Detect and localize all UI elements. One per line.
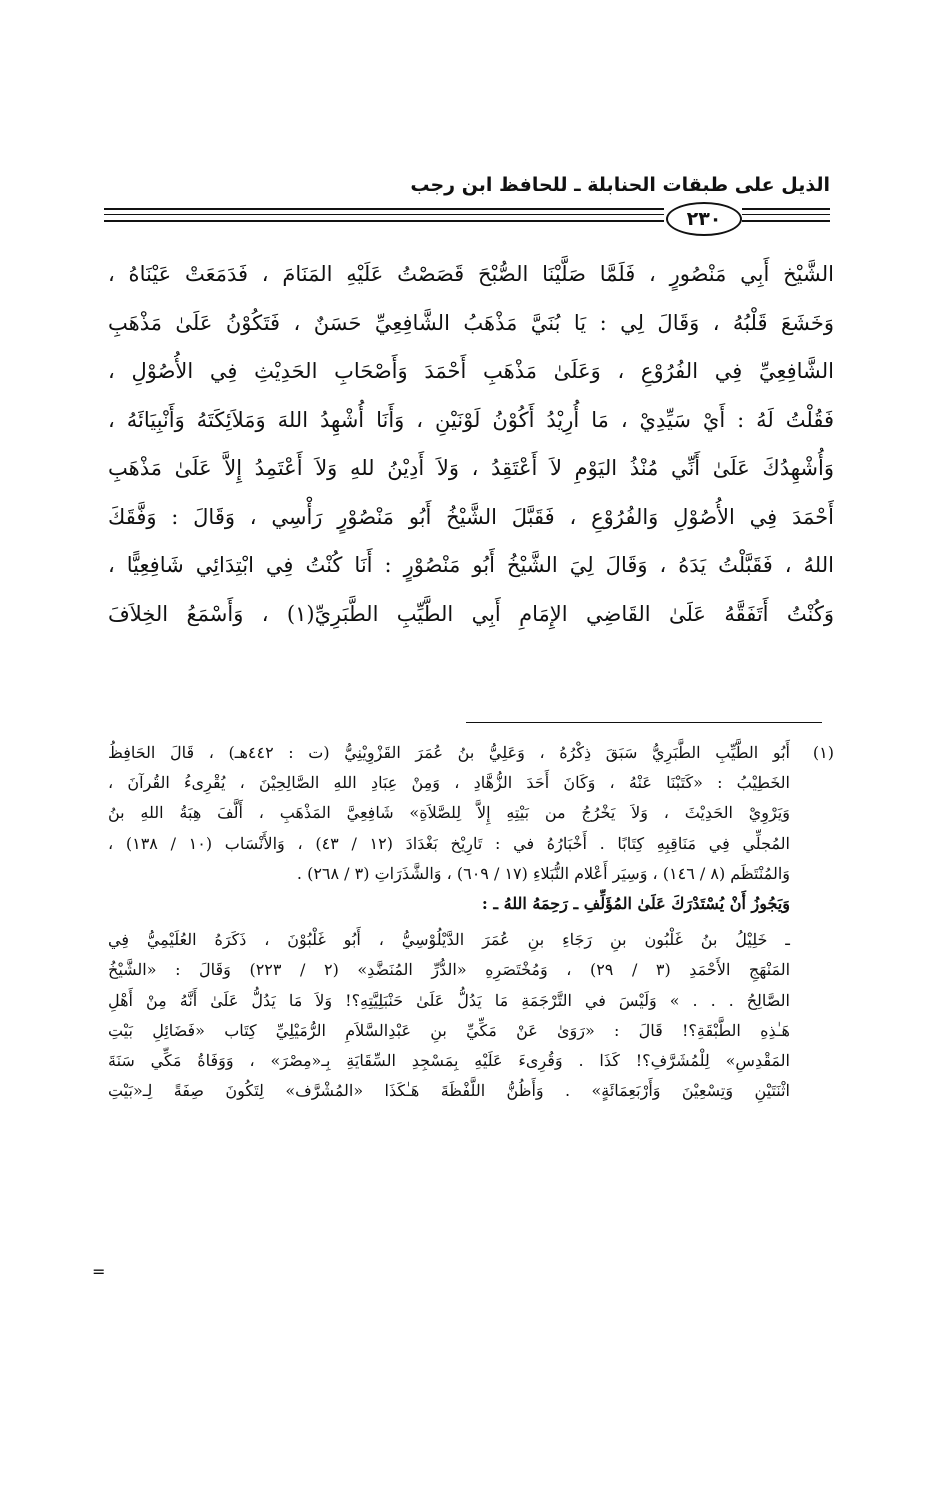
- addendum-line: هَـٰذِهِ الطَّبْقَةِ؟! قَالَ : «رَوَىٰ عَنْ مَكِّيِّ بنِ عَبْدِالسَّلاَمِ الرُّمَيْلِيِّ كِتَاب «فَضَائِلِ بَيْتِ: [108, 1020, 790, 1040]
- footnote-line: وَالمُنْتَظَم (٨ / ١٤٦) ، وَسِيَر أَعْلام النُّبَلاءِ (١٧ / ٦٠٩) ، وَالشَّذَرَاتِ (٣ / ٢٦٨) .: [296, 863, 790, 883]
- addendum-line: الصَّالِحُ . . . » وَلَيْسَ في التَّرْجَمَةِ مَا يَدُلُّ عَلَىٰ حَنْبَلِيَّتِهِ؟! وَلاَ مَا يَدُلُّ عَلَىٰ أَنَّهُ مِنْ أَهْلِ: [108, 990, 790, 1010]
- main-text-line: الشَّيْخ أَبِي مَنْصُورٍ ، فَلَمَّا صَلَّيْنَا الصُّبْحَ قَصَصْتُ عَلَيْهِ المَنَامَ ، فَدَمَعَتْ عَيْنَاهُ ،: [108, 262, 834, 286]
- addendum-entry: [108, 925, 834, 1106]
- header-rule: [104, 200, 830, 236]
- addendum-heading: وَيَجُوزُ أَنْ يُسْتَدْرَكَ عَلَىٰ المُؤَلِّفِ ـ رَحِمَهُ اللهُ ـ :: [481, 894, 790, 914]
- footnote-line-text: أَبُو الطَّيِّبِ الطَّبَرِيُّ سَبَقَ ذِكْرُهُ ، وَعَلِيُّ بنُ عُمَرَ القَزْوِيْنِيُّ (ت : ٤٤٢هـ) ، قَالَ الحَافِظُ: [108, 743, 790, 762]
- header-rule-line-lower-right: [742, 220, 830, 222]
- header-rule-line-middle-right: [742, 214, 830, 215]
- continuation-mark: =: [92, 1262, 106, 1281]
- addendum-line: ـ خَلِيْلُ بنُ غَلْبُون بنِ رَجَاءِ بنِ عُمَرَ الدَّيْلُوْسِيُّ ، أَبُو غَلْبُوْنَ ، ذَكَرَهُ العُلَيْمِيُّ فِي: [108, 930, 790, 950]
- header-rule-line-upper: [104, 208, 664, 210]
- addendum-line: المَنْهَجِ الأَحْمَدِ (٣ / ٢٩) ، وَمُخْتَصَرِهِ «الدُّرِّ المُنَضَّدِ» (٢ / ٢٢٣) وَقَالَ : «الشَّيْخُ: [108, 960, 791, 980]
- footnote-line: [108, 738, 834, 768]
- main-text-line: وَكُنْتُ أَتَفَقَّهُ عَلَىٰ القَاضِي الإِمَامِ أَبِي الطَّيِّبِ الطَّبَرِيِّ(١) ، وَأَسْمَعُ الخِلاَفَ: [108, 601, 834, 626]
- footnote-1: [108, 738, 834, 889]
- header-rule-line-middle: [104, 214, 664, 215]
- footnote-line: المُجلِّي فِي مَنَاقِبِهِ كِتَابًا . أَخْبَارُهُ في : تَارِيْخ بَغْدَادَ (١٢ / ٤٣) ، وَالأَنْسَاب (١٠ / ١٣٨) ،: [108, 833, 790, 853]
- main-text-line: وَخَشَعَ قَلْبُهُ ، وَقَالَ لِي : يَا بُنَيَّ مَذْهَبُ الشَّافِعِيِّ حَسَنٌ ، فَتَكُوْنُ عَلَىٰ مَذْهَبِ: [108, 310, 834, 335]
- page-number: ٢٣٠: [666, 202, 742, 236]
- main-text-line: اللهُ ، فَقَبَّلْتُ يَدَهُ ، وَقَالَ لِيَ الشَّيْخُ أَبُو مَنْصُوْرٍ : أَنَا كُنْتُ فِي ابْتِدَائِي شَافِعِيًّا ،: [108, 553, 834, 577]
- header-rule-line-upper-right: [742, 208, 830, 210]
- header-rule-line-lower: [104, 220, 664, 222]
- addendum-line: اثْنَتَيْنِ وَتِسْعِيْنَ وَأَرْبَعِمَائَةٍ» . وَأَظُنُّ اللَّفْظَةَ هَـٰكَذَا «المُشْرَّف» لِتَكُونَ صِفَةً لِـ«بَيْتِ: [108, 1081, 790, 1101]
- footnote-separator: [466, 722, 822, 723]
- footnote-line: الخَطِيْبُ : «كَتَبْنَا عَنْهُ ، وَكَانَ أَحَدَ الزُّهَّادِ ، وَمِنْ عِبَادِ اللهِ الصَّالِحِيْنَ ، يُقْرِىءُ القُرآنَ ،: [108, 773, 790, 793]
- addendum-line: المَقْدِسِ» لِلْمُشَرَّفِ؟! كَذَا . وَقُرِىءَ عَلَيْهِ بِمَسْجِدِ السِّقَايَةِ بِـ«مِصْرَ» ، وَوَفَاةُ مَكِّي سَنَةَ: [108, 1051, 790, 1071]
- footnote-line: وَيَرْوِيْ الحَدِيْثَ ، وَلاَ يَخْرُجُ من بَيْتِهِ إِلاَّ لِلصَّلاَةِ» شَافِعِيَّ المَذْهَبِ ، أَلَّفَ هِبَةُ اللهِ بنُ: [108, 803, 790, 823]
- footnote-number: (١): [812, 743, 834, 762]
- footnotes-block: [108, 738, 834, 1106]
- main-text-block: [108, 250, 834, 638]
- main-text-line: فَقُلْتُ لَهُ : أَيْ سَيِّدِيْ ، مَا أُرِيْدُ أَكُوْنُ لَوْنَيْنِ ، وَأَنَا أُشْهِدُ اللهَ وَمَلاَئِكَتَهُ وَأَنْبِيَائَهُ ،: [108, 407, 834, 432]
- running-title: الذيل على طبقات الحنابلة ـ للحافظ ابن رجب: [410, 174, 830, 196]
- main-text-line: وَأُشْهِدُكَ عَلَىٰ أَنِّي مُنْذُ اليَوْمِ لاَ أَعْتَقِدُ ، وَلاَ أَدِيْنُ للهِ وَلاَ أَعْتَمِدُ إِلاَّ عَلَىٰ مَذْهَبِ: [108, 456, 834, 480]
- main-text-line: الشَّافِعِيِّ فِي الفُرُوْعِ ، وَعَلَىٰ مَذْهَبِ أَحْمَدَ وَأَصْحَابِ الحَدِيْثِ فِي الأُصُوْلِ ،: [108, 359, 834, 383]
- main-text-line: أَحْمَدَ فِي الأُصُوْلِ وَالفُرُوْعِ ، فَقَبَّلَ الشَّيْخُ أَبُو مَنْصُوْرٍ رَأْسِي ، وَقَالَ : وَفَّقَكَ: [108, 504, 834, 529]
